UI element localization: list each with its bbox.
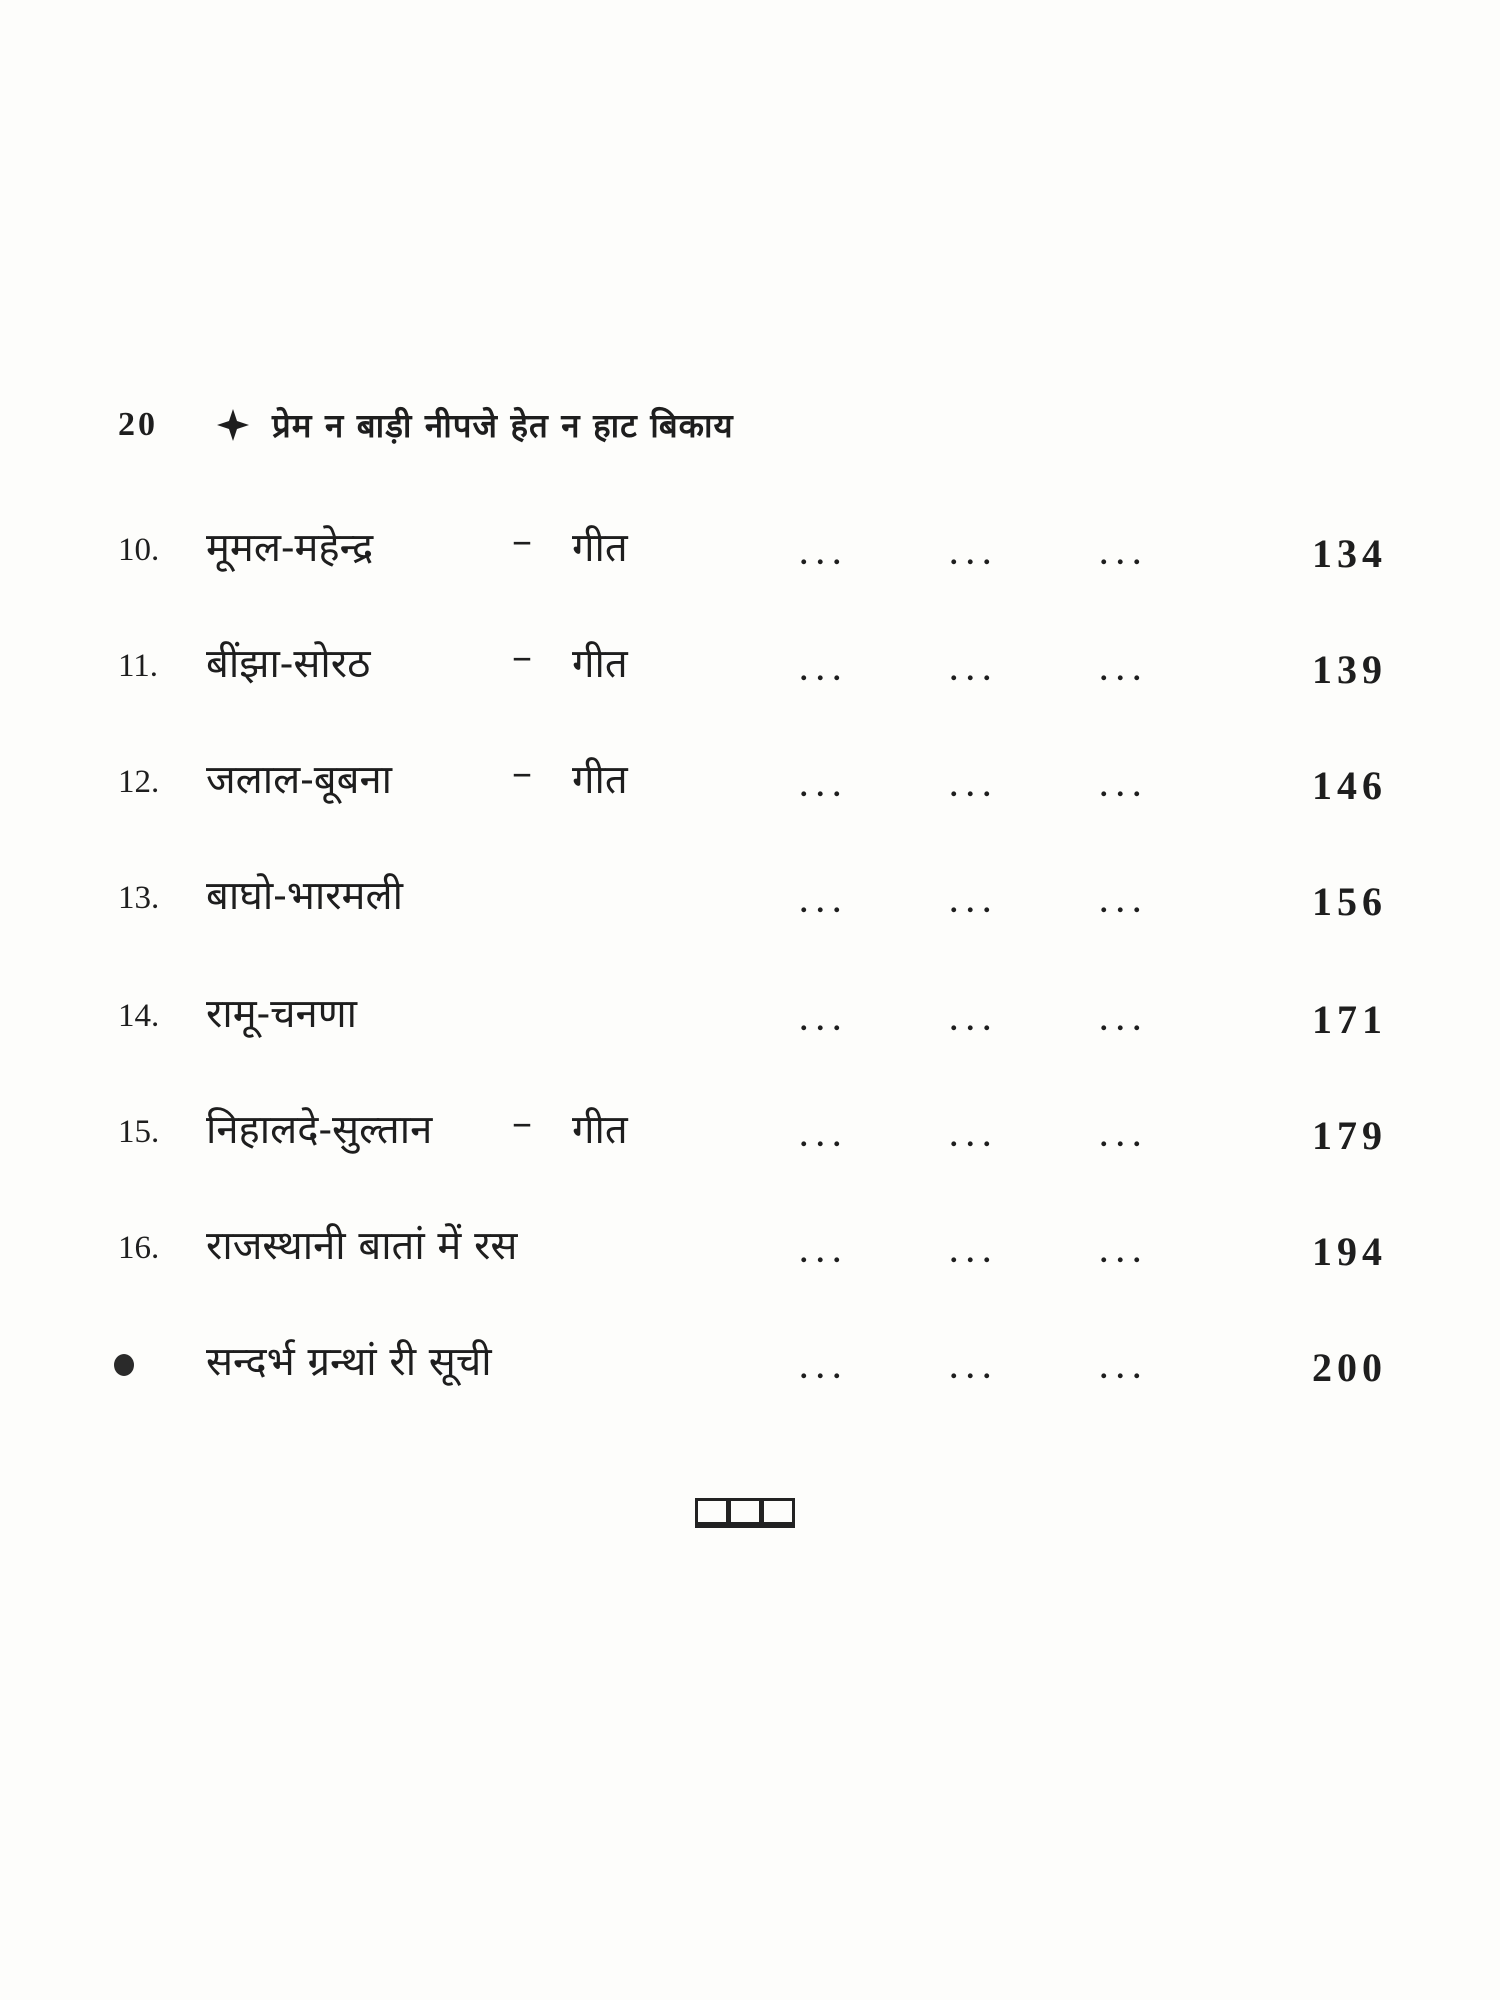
toc-entry[interactable] xyxy=(0,1332,1500,1392)
leader-dots: ... xyxy=(800,538,850,571)
entry-number: 10. xyxy=(118,532,160,568)
entry-note: गीत xyxy=(572,525,628,571)
entry-note: गीत xyxy=(572,1107,628,1153)
toc-entry[interactable] xyxy=(0,518,1500,578)
leader-dots: ... xyxy=(1100,1004,1150,1037)
entry-title: बाघो-भारमली xyxy=(206,873,403,919)
leader-dots: ... xyxy=(950,1352,1000,1385)
entry-title: जलाल-बूबना xyxy=(206,757,393,803)
toc-entry[interactable] xyxy=(0,750,1500,810)
leader-dots: ... xyxy=(950,654,1000,687)
leader-dots: ... xyxy=(800,886,850,919)
leader-dots: ... xyxy=(1100,1352,1150,1385)
leader-dots: ... xyxy=(1100,1236,1150,1269)
toc-entry[interactable] xyxy=(0,984,1500,1044)
entry-note: गीत xyxy=(572,641,628,687)
entry-dash: – xyxy=(512,750,532,796)
leader-dots: ... xyxy=(800,1004,850,1037)
entry-number: 15. xyxy=(118,1114,160,1150)
leader-dots: ... xyxy=(950,1004,1000,1037)
entry-page-number: 134 xyxy=(1312,531,1387,576)
running-header xyxy=(118,402,734,447)
leader-dots: ... xyxy=(1100,654,1150,687)
entry-page-number: 194 xyxy=(1312,1229,1387,1274)
leader-dots: ... xyxy=(800,770,850,803)
entry-page-number: 146 xyxy=(1312,763,1387,808)
leader-dots: ... xyxy=(1100,1120,1150,1153)
entry-number: 11. xyxy=(118,648,159,684)
entry-number: 16. xyxy=(118,1230,160,1266)
toc-entry[interactable] xyxy=(0,1100,1500,1160)
entry-title: सन्दर्भ ग्रन्थां री सूची xyxy=(206,1339,492,1385)
leader-dots: ... xyxy=(950,770,1000,803)
leader-dots: ... xyxy=(1100,770,1150,803)
leader-dots: ... xyxy=(1100,538,1150,571)
square-icon xyxy=(695,1498,729,1528)
entry-title: रामू-चनणा xyxy=(206,991,358,1037)
leader-dots: ... xyxy=(800,1236,850,1269)
three-squares-icon xyxy=(695,1498,794,1528)
entry-page-number: 139 xyxy=(1312,647,1387,692)
entry-dash: – xyxy=(512,1100,532,1146)
square-icon xyxy=(728,1498,762,1528)
entry-title: निहालदे-सुल्तान xyxy=(206,1107,433,1153)
leader-dots: ... xyxy=(950,886,1000,919)
entry-number: 13. xyxy=(118,880,160,916)
leader-dots: ... xyxy=(800,1120,850,1153)
leader-dots: ... xyxy=(800,1352,850,1385)
entry-title: मूमल-महेन्द्र xyxy=(206,525,374,571)
toc-entry[interactable] xyxy=(0,634,1500,694)
toc-entry[interactable] xyxy=(0,1216,1500,1276)
leader-dots: ... xyxy=(950,1120,1000,1153)
leader-dots: ... xyxy=(950,538,1000,571)
entry-page-number: 179 xyxy=(1312,1113,1387,1158)
entry-title: बींझा-सोरठ xyxy=(206,641,371,687)
entry-number: 12. xyxy=(118,764,160,800)
square-icon xyxy=(761,1498,795,1528)
toc-entry[interactable] xyxy=(0,866,1500,926)
entry-page-number: 200 xyxy=(1312,1345,1387,1390)
entry-dash: – xyxy=(512,634,532,680)
entry-number: 14. xyxy=(118,998,160,1034)
entry-note: गीत xyxy=(572,757,628,803)
leader-dots: ... xyxy=(1100,886,1150,919)
entry-page-number: 156 xyxy=(1312,879,1387,924)
entry-title: राजस्थानी बातां में रस xyxy=(206,1223,518,1269)
entry-page-number: 171 xyxy=(1312,997,1387,1042)
page-number: 20 xyxy=(118,405,158,443)
leader-dots: ... xyxy=(950,1236,1000,1269)
leader-dots: ... xyxy=(800,654,850,687)
four-point-star-icon xyxy=(216,408,250,442)
entry-dash: – xyxy=(512,518,532,564)
running-title: प्रेम न बाड़ी नीपजे हेत न हाट बिकाय xyxy=(272,406,734,445)
filled-circle-icon xyxy=(114,1354,134,1376)
